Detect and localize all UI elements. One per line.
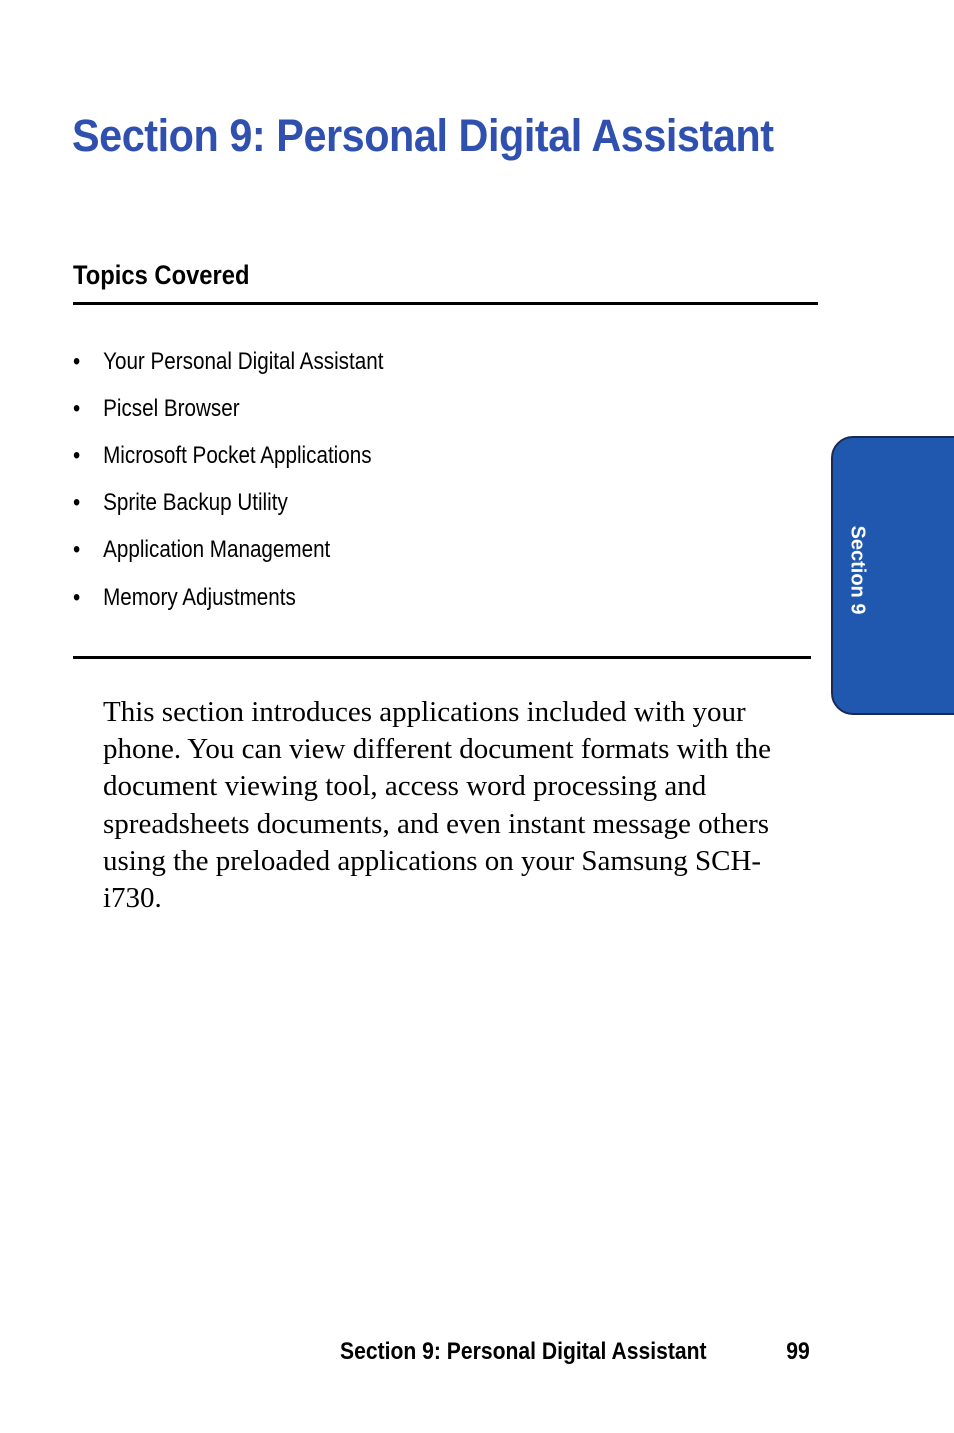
topics-list — [73, 338, 434, 621]
topic-label: Memory Adjustments — [103, 583, 296, 611]
bullet-icon: • — [73, 536, 81, 564]
topic-label: Your Personal Digital Assistant — [103, 347, 384, 375]
topics-bottom-divider — [73, 656, 811, 659]
page-number: 99 — [786, 1338, 810, 1365]
list-item — [73, 385, 383, 432]
topic-label: Microsoft Pocket Applications — [103, 441, 372, 469]
section-tab-label: Section 9 — [846, 525, 869, 615]
bullet-icon: • — [73, 394, 81, 422]
bullet-icon: • — [73, 347, 81, 375]
topic-label: Application Management — [103, 536, 331, 564]
footer-title: Section 9: Personal Digital Assistant — [340, 1338, 707, 1365]
page-title: Section 9: Personal Digital Assistant — [72, 110, 774, 161]
intro-paragraph: This section introduces applications included with your phone. You can view different document formats with the document viewing tool, access word processing and spreadsheets documents, and even instant message others using the preloaded applications on your Samsung SCH-i730. — [103, 696, 771, 915]
list-item — [73, 527, 383, 574]
page-footer — [340, 1337, 810, 1367]
topics-heading: Topics Covered — [73, 260, 250, 290]
bullet-icon: • — [73, 489, 81, 517]
topics-top-divider — [73, 302, 818, 305]
bullet-icon: • — [73, 583, 81, 611]
bullet-icon: • — [73, 441, 81, 469]
list-item — [73, 338, 383, 385]
list-item — [73, 574, 383, 621]
list-item — [73, 480, 383, 527]
topic-label: Picsel Browser — [103, 394, 240, 422]
topic-label: Sprite Backup Utility — [103, 489, 288, 517]
list-item — [73, 432, 383, 479]
